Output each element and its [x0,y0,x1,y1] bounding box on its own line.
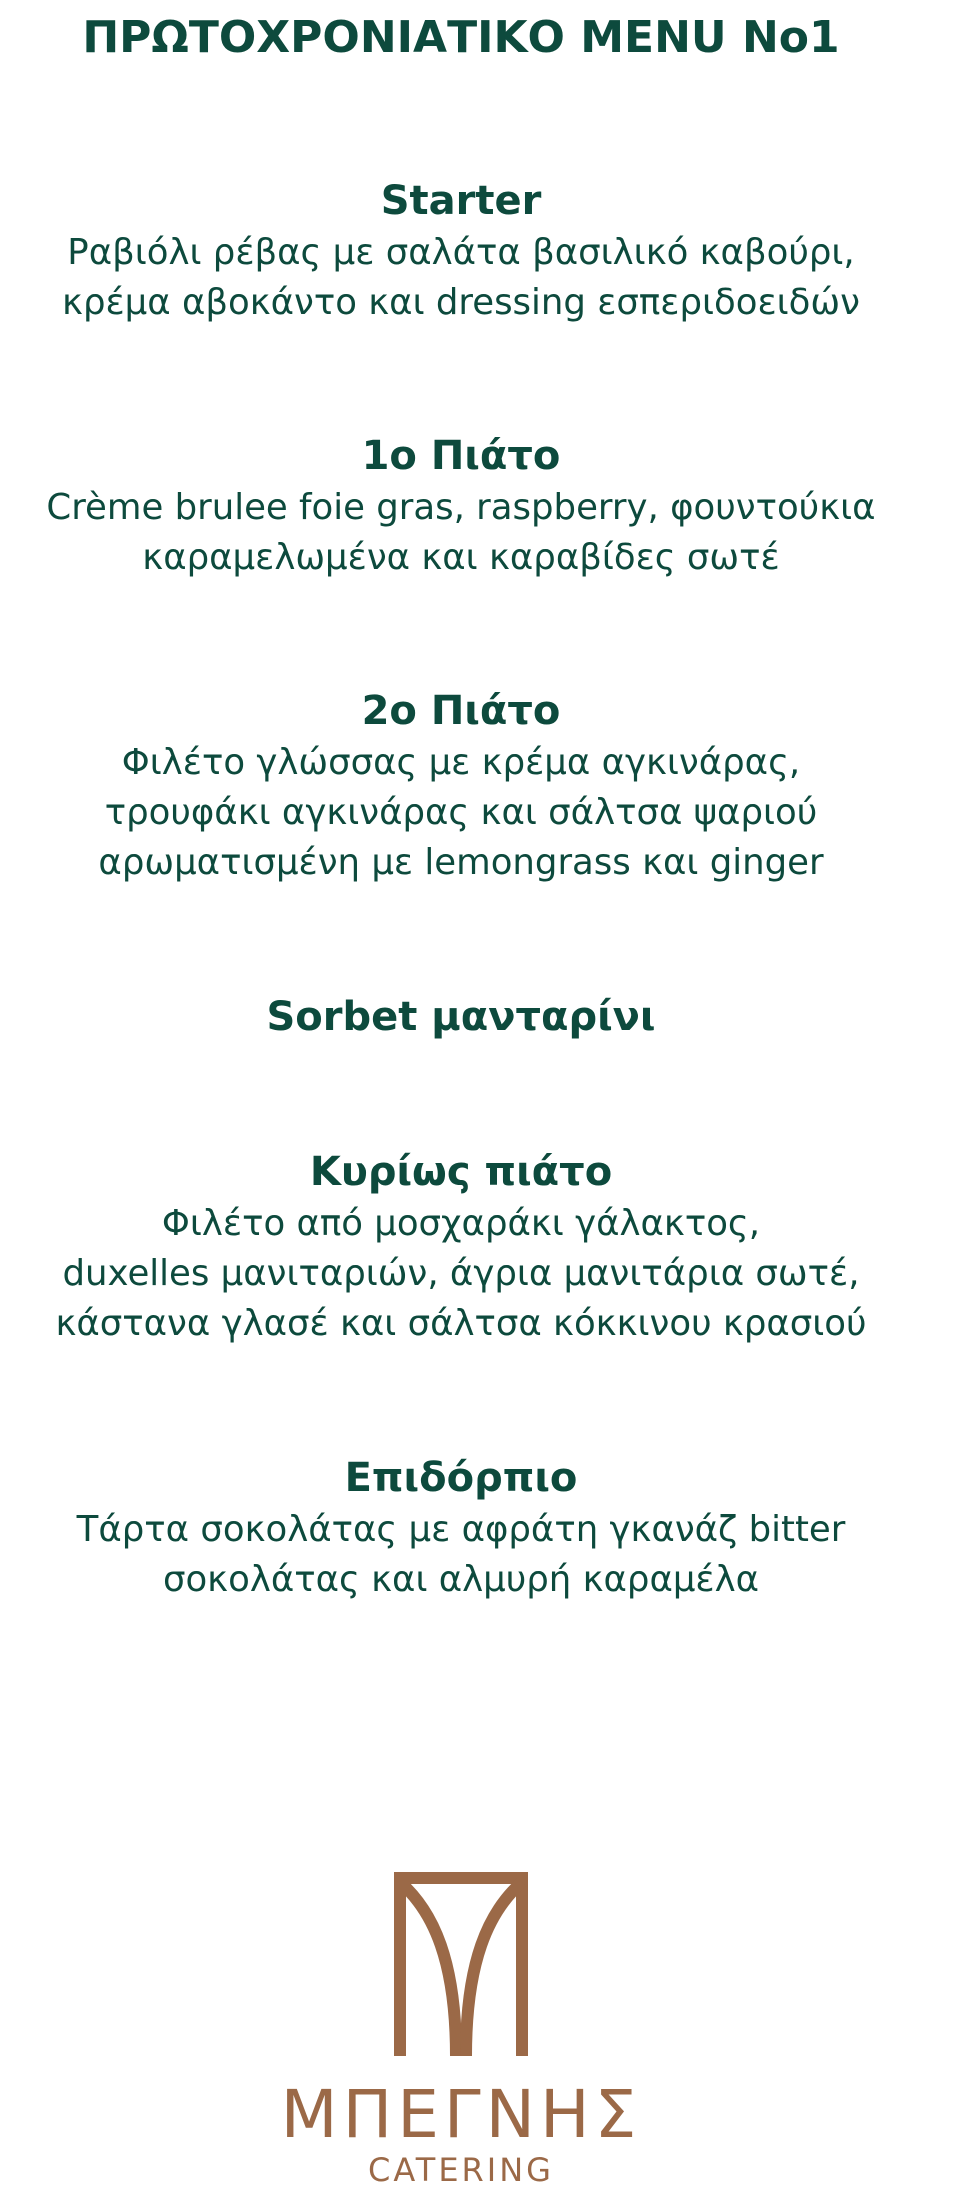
course-title: Επιδόρπιο [344,1455,578,1501]
catering-logo [0,1872,922,2188]
description-line: καραμελωμένα και καραβίδες σωτέ [142,537,780,578]
course-description [0,1505,922,1605]
m-monogram-icon [394,1872,528,2056]
course-title: 1ο Πιάτο [361,433,561,479]
course-title: Κυρίως πιάτο [309,1149,613,1195]
description-line: Φιλέτο γλώσσας με κρέμα αγκινάρας, [121,742,801,783]
course-dessert [0,1451,922,1605]
description-line: Τάρτα σοκολάτας με αφράτη γκανάζ bitter [76,1509,846,1550]
description-line: Crème brulee foie gras, raspberry, φουντούκια [46,487,876,528]
course-starter [0,174,922,328]
brand-name: ΜΠΕΓΝΗΣ [280,2076,642,2153]
course-first [0,429,922,583]
course-description [0,738,922,888]
description-line: αρωματισμένη με lemongrass και ginger [98,842,824,883]
course-second [0,684,922,888]
brand-subtitle: CATERING [368,2151,554,2189]
course-title: Starter [380,178,542,224]
description-line: τρουφάκι αγκινάρας και σάλτσα ψαριού [104,792,818,833]
description-line: κάστανα γλασέ και σάλτσα κόκκινου κρασιού [55,1303,867,1344]
course-description [0,228,922,328]
course-main [0,1145,922,1349]
course-title: Sorbet μανταρίνι [266,994,656,1040]
description-line: Ραβιόλι ρέβας με σαλάτα βασιλικό καβούρι, [67,232,855,273]
course-description [0,1199,922,1349]
menu-title: ΠΡΩΤΟΧΡΟΝΙΑΤΙΚΟ MENU No1 [82,12,840,63]
course-sorbet [0,990,922,1044]
course-title: 2ο Πιάτο [361,688,561,734]
description-line: Φιλέτο από μοσχαράκι γάλακτος, [161,1203,761,1244]
description-line: duxelles μανιταριών, άγρια μανιτάρια σωτέ, [62,1253,860,1294]
course-description [0,483,922,583]
description-line: σοκολάτας και αλμυρή καραμέλα [162,1559,760,1600]
description-line: κρέμα αβοκάντο και dressing εσπεριδοειδών [62,282,860,323]
